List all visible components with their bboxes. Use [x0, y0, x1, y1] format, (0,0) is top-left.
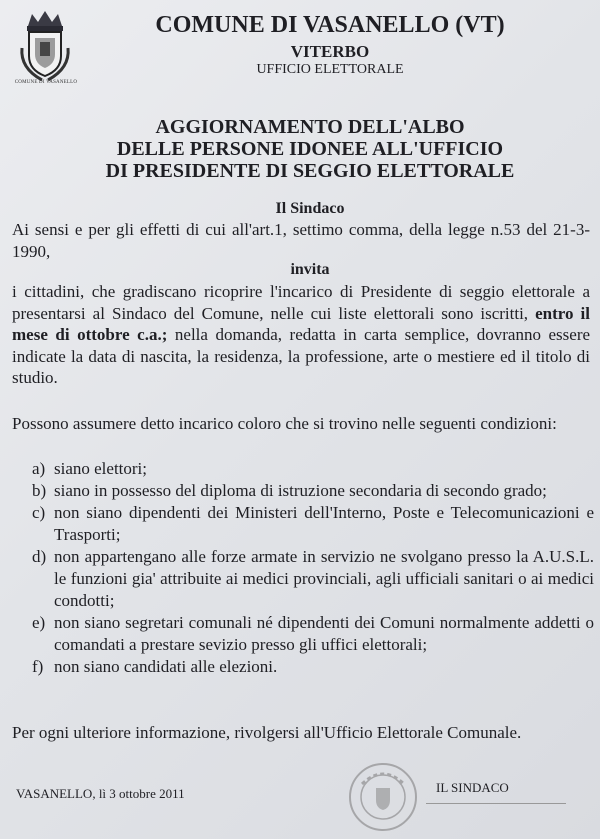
list-item	[32, 546, 594, 612]
list-item-label: b)	[32, 481, 47, 500]
crest-icon	[14, 8, 76, 86]
invito-deadline: entro il mese di ottobre c.a.;	[12, 303, 590, 344]
title-line-2: DELLE PERSONE IDONEE ALL'UFFICIO	[116, 138, 504, 160]
invito-text-after: nella domanda, redatta in carta semplice, dovranno essere indicate la data di nascita, la residenza, la professione, arte o mestiere ed il titolo di studio.	[12, 325, 591, 387]
invita-heading: invita	[290, 261, 330, 278]
list-item	[32, 612, 594, 656]
stamp-icon	[346, 760, 420, 834]
ufficio-heading: UFFICIO ELETTORALE	[256, 62, 404, 77]
luogo-data: VASANELLO, lì 3 ottobre 2011	[16, 786, 185, 801]
informazioni-paragraph: Per ogni ulteriore informazione, rivolgersi all'Ufficio Elettorale Comunale.	[12, 723, 522, 742]
list-item-label: e)	[32, 613, 46, 632]
condizioni-intro: Possono assumere detto incarico coloro che si trovino nelle seguenti condizioni:	[12, 414, 557, 433]
riferimento-legge: Ai sensi e per gli effetti di cui all'art.1, settimo comma, della legge n.53 del 21-3-1990,	[12, 220, 590, 261]
comune-heading: COMUNE DI VASANELLO (VT)	[155, 12, 505, 38]
list-item-text: non siano dipendenti dei Ministeri dell'Interno, Poste e Telecomunicazioni e Trasporti;	[54, 503, 594, 544]
list-item-text: non siano segretari comunali né dipendenti dei Comuni normalmente addetti o comandati a prestare sevizio presso gli uffici elettorali;	[54, 613, 594, 654]
provincia-heading: VITERBO	[290, 42, 370, 61]
list-item-text: siano elettori;	[54, 459, 148, 478]
condizioni-list	[32, 458, 594, 678]
list-item-label: d)	[32, 547, 47, 566]
list-item	[32, 458, 594, 480]
list-item-text: siano in possesso del diploma di istruzione secondaria di secondo grado;	[54, 481, 547, 500]
list-item	[32, 502, 594, 546]
list-item-text: non appartengano alle forze armate in servizio ne svolgano presso la A.U.S.L. le funzioni gia' attribuite ai medici provinciali, agli ufficiali sanitari o ai medici condotti;	[54, 547, 594, 610]
list-item	[32, 480, 594, 502]
list-item-text: non siano candidati alle elezioni.	[54, 657, 278, 676]
signature-line	[426, 803, 566, 804]
title-line-1: AGGIORNAMENTO DELL'ALBO	[155, 116, 465, 138]
invito-text-before: i cittadini, che gradiscano ricoprire l'incarico di Presidente di seggio elettorale a presentarsi al Sindaco del Comune, nelle cui liste elettorali sono iscritti,	[12, 282, 590, 323]
list-item-label: f)	[32, 657, 44, 676]
list-item-label: a)	[32, 459, 46, 478]
sindaco-heading: Il Sindaco	[275, 200, 345, 217]
firma-sindaco: IL SINDACO	[436, 780, 509, 795]
title-line-3: DI PRESIDENTE DI SEGGIO ELETTORALE	[105, 160, 515, 182]
list-item	[32, 656, 594, 678]
crest-caption: COMUNE DI VASANELLO	[14, 80, 78, 85]
list-item-label: c)	[32, 503, 46, 522]
invito-paragraph	[12, 281, 590, 389]
